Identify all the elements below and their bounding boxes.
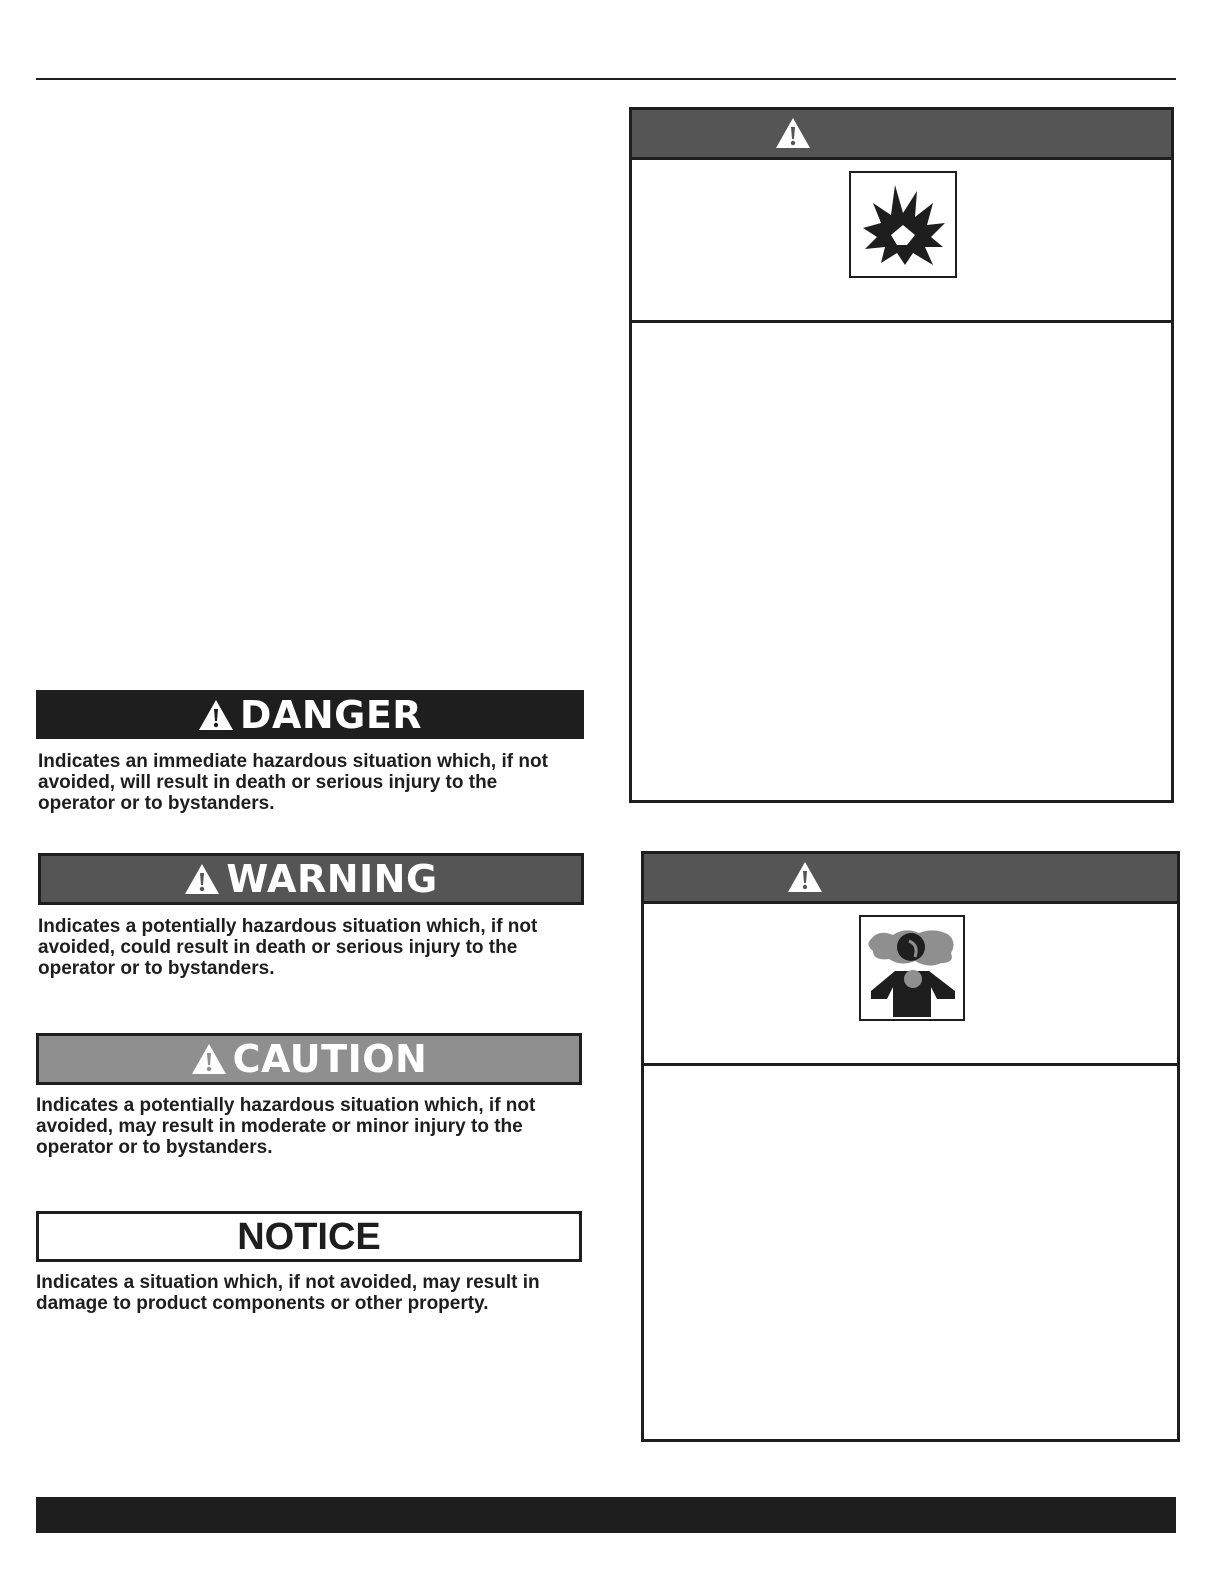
hazard-header [644,854,1177,904]
toxic-fumes-hazard-box [641,851,1180,1442]
warning-triangle-icon [775,117,811,149]
warning-triangle-icon [184,863,220,895]
warning-description: Indicates a potentially hazardous situation which, if not avoided, could result in death or serious injury to the operator or to bystanders. [38,916,538,979]
toxic-fumes-icon [859,915,965,1021]
warning-triangle-icon [787,861,823,893]
caution-header [36,1033,582,1085]
hazard-divider [644,1063,1177,1066]
explosion-hazard-box [629,107,1174,803]
notice-header [36,1211,582,1262]
notice-description: Indicates a situation which, if not avoided, may result in damage to product components or other property. [36,1272,540,1314]
hazard-header [632,110,1171,160]
hazard-divider [632,320,1171,323]
warning-triangle-icon [191,1043,227,1075]
footer-bar [36,1497,1176,1533]
explosion-icon [849,171,957,278]
danger-label: DANGER [239,692,423,737]
caution-label: CAUTION [232,1037,428,1081]
warning-label: WARNING [226,857,438,901]
notice-label: NOTICE [237,1215,381,1258]
top-rule [36,78,1176,80]
danger-description: Indicates an immediate hazardous situation which, if not avoided, will result in death or serious injury to the operator or to bystanders. [38,751,548,814]
danger-header [36,690,584,739]
warning-triangle-icon [198,699,234,731]
warning-header [38,853,584,905]
caution-description: Indicates a potentially hazardous situation which, if not avoided, may result in moderate or minor injury to the operator or to bystanders. [36,1095,536,1158]
